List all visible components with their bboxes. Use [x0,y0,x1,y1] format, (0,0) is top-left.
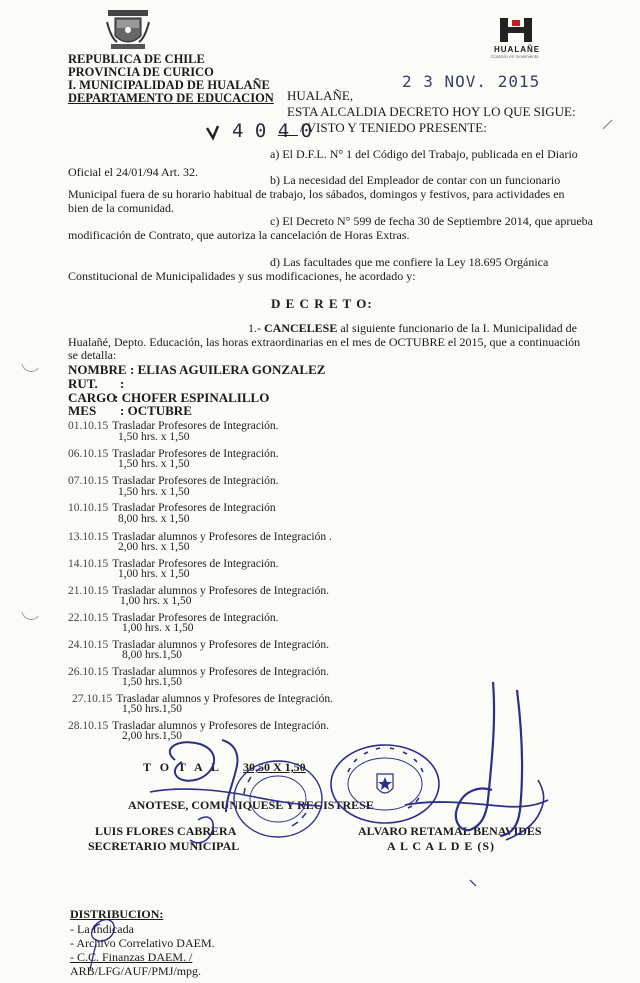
entry-desc: Trasladar Profesores de Integración. [112,448,279,460]
article-line1-rest: al siguiente funcionario de la I. Municipalidad de [340,321,577,335]
entry-hours: 1,00 hrs. x 1,50 [120,595,192,607]
entry-hours: 1,50 hrs.1,50 [122,676,183,688]
entry-hours: 1,00 hrs. x 1,50 [122,622,194,634]
considerando-b-line3: bien de la comunidad. [68,201,174,215]
nombre-value: : ELIAS AGUILERA GONZALEZ [130,362,326,377]
total-value: 30,50 X 1,50 [243,760,306,774]
entry-hours: 1,50 hrs. x 1,50 [118,486,190,498]
entry-hours: 1,50 hrs.1,50 [122,703,183,715]
distribution-item: - La Indicada [70,922,134,936]
header-line-2: PROVINCIA DE CURICO [68,65,214,79]
closing-line: ANOTESE, COMUNIQUESE Y REGISTRESE [128,798,374,812]
considerando-b-line1: b) La necesidad del Empleador de contar con un funcionario [270,173,561,187]
entry-desc: Trasladar alumnos y Profesores de Integración. [112,666,329,678]
entry-desc: Trasladar alumnos y Profesores de Integración. [112,720,329,732]
entry-date: 22.10.15 [68,612,109,624]
cargo-value: : CHOFER ESPINALILLO [114,390,270,405]
entry-date: 28.10.15 [68,720,109,732]
nombre-label: NOMBRE [68,362,127,377]
entry-date: 21.10.15 [68,585,109,597]
entry-desc: Trasladar Profesores de Integración. [112,612,279,624]
header-line-4: DEPARTAMENTO DE EDUCACION [68,91,274,105]
entry-date: 13.10.15 [68,531,109,543]
mes-value: : OCTUBRE [120,403,192,418]
entry-date: 27.10.15 [72,693,113,705]
decree-number: 4 0 4 0 [232,120,313,142]
article-number: 1.- [248,321,261,335]
entry-hours: 8,00 hrs. x 1,50 [118,513,190,525]
rut-value: : [120,376,125,391]
considerando-c-line1: c) El Decreto N° 599 de fecha 30 de Septiembre 2014, que aprueba [270,214,594,228]
entry-desc: Trasladar Profesores de Integración. [112,420,279,432]
entry-hours: 1,50 hrs. x 1,50 [118,431,190,443]
article-verb: CANCELESE [264,321,338,335]
article-line2: Hualañé, Depto. Educación, las horas extraordinarias en el mes de OCTUBRE el 2015, que a continuación [68,335,581,349]
city-line: HUALAÑE, [287,88,354,103]
header-line-3: I. MUNICIPALIDAD DE HUALAÑE [68,78,270,92]
total-label: T O T A L [143,760,223,774]
secretary-name: LUIS FLORES CABRERA [95,824,237,838]
logo-name: HUALAÑE [494,45,541,54]
mes-label: MES [68,403,97,418]
article-line3: se detalla: [68,348,117,362]
considerando-c-line2: modificación de Contrato, que autoriza la cancelación de Horas Extras. [68,228,410,242]
considerando-a-line2: Oficial el 24/01/94 Art. 32. [68,165,198,179]
entry-desc: Trasladar alumnos y Profesores de Integración . [112,531,332,543]
entry-date: 01.10.15 [68,420,109,432]
considerando-a-line1: a) El D.F.L. N° 1 del Código del Trabajo, publicada en el Diario [270,147,578,161]
considerando-d-line1: d) Las facultades que me confiere la Ley 18.695 Orgánica [270,255,549,269]
entry-hours: 2,00 hrs. x 1,50 [118,541,190,553]
entry-date: 10.10.15 [68,502,109,514]
considerando-b-line2: Municipal fuera de su horario habitual de trabajo, los sábados, domingos y festivos, para actividades en [68,187,565,201]
entry-date: 06.10.15 [68,448,109,460]
distribution-item: - C.C. Finanzas DAEM. / [70,950,193,964]
secretary-title: SECRETARIO MUNICIPAL [88,839,240,853]
entry-desc: Trasladar Profesores de Integración. [112,558,279,570]
entry-hours: 1,00 hrs. x 1,50 [118,568,190,580]
logo-tagline: Corazón en movimiento [491,54,539,59]
visto-line: / VISTO Y TENIEDO PRESENTE: [300,120,487,135]
decreto-title: D E C R E T O: [271,296,373,311]
entry-hours: 2,00 hrs.1,50 [122,730,183,742]
entry-hours: 8,00 hrs.1,50 [122,649,183,661]
entry-desc: Trasladar alumnos y Profesores de Integración. [112,585,329,597]
considerando-d-line2: Constitucional de Municipalidades y sus modificaciones, he acordado y: [68,269,416,283]
distribution-title: DISTRIBUCION: [70,907,164,921]
mayor-name: ALVARO RETAMAL BENAVIDES [358,824,542,838]
mayor-title: A L C A L D E (S) [387,839,496,853]
entry-date: 14.10.15 [68,558,109,570]
entry-date: 24.10.15 [68,639,109,651]
entry-desc: Trasladar Profesores de Integración. [112,475,279,487]
date-stamp: 2 3 NOV. 2015 [402,72,541,91]
entry-hours: 1,50 hrs. x 1,50 [118,458,190,470]
distribution-item: - Archivo Correlativo DAEM. [70,936,215,950]
rut-label: RUT. [68,376,98,391]
distribution-item: ARB/LFG/AUF/PMJ/mpg. [70,964,202,978]
alcaldia-line: ESTA ALCALDIA DECRETO HOY LO QUE SIGUE: [287,104,576,119]
cargo-label: CARGO [68,390,117,405]
entry-date: 26.10.15 [68,666,109,678]
entry-desc: Trasladar alumnos y Profesores de Integración. [116,693,333,705]
entry-date: 07.10.15 [68,475,109,487]
entry-desc: Trasladar alumnos y Profesores de Integración. [112,639,329,651]
entry-desc: Trasladar Profesores de Integración [112,502,276,514]
header-line-1: REPUBLICA DE CHILE [68,52,205,66]
